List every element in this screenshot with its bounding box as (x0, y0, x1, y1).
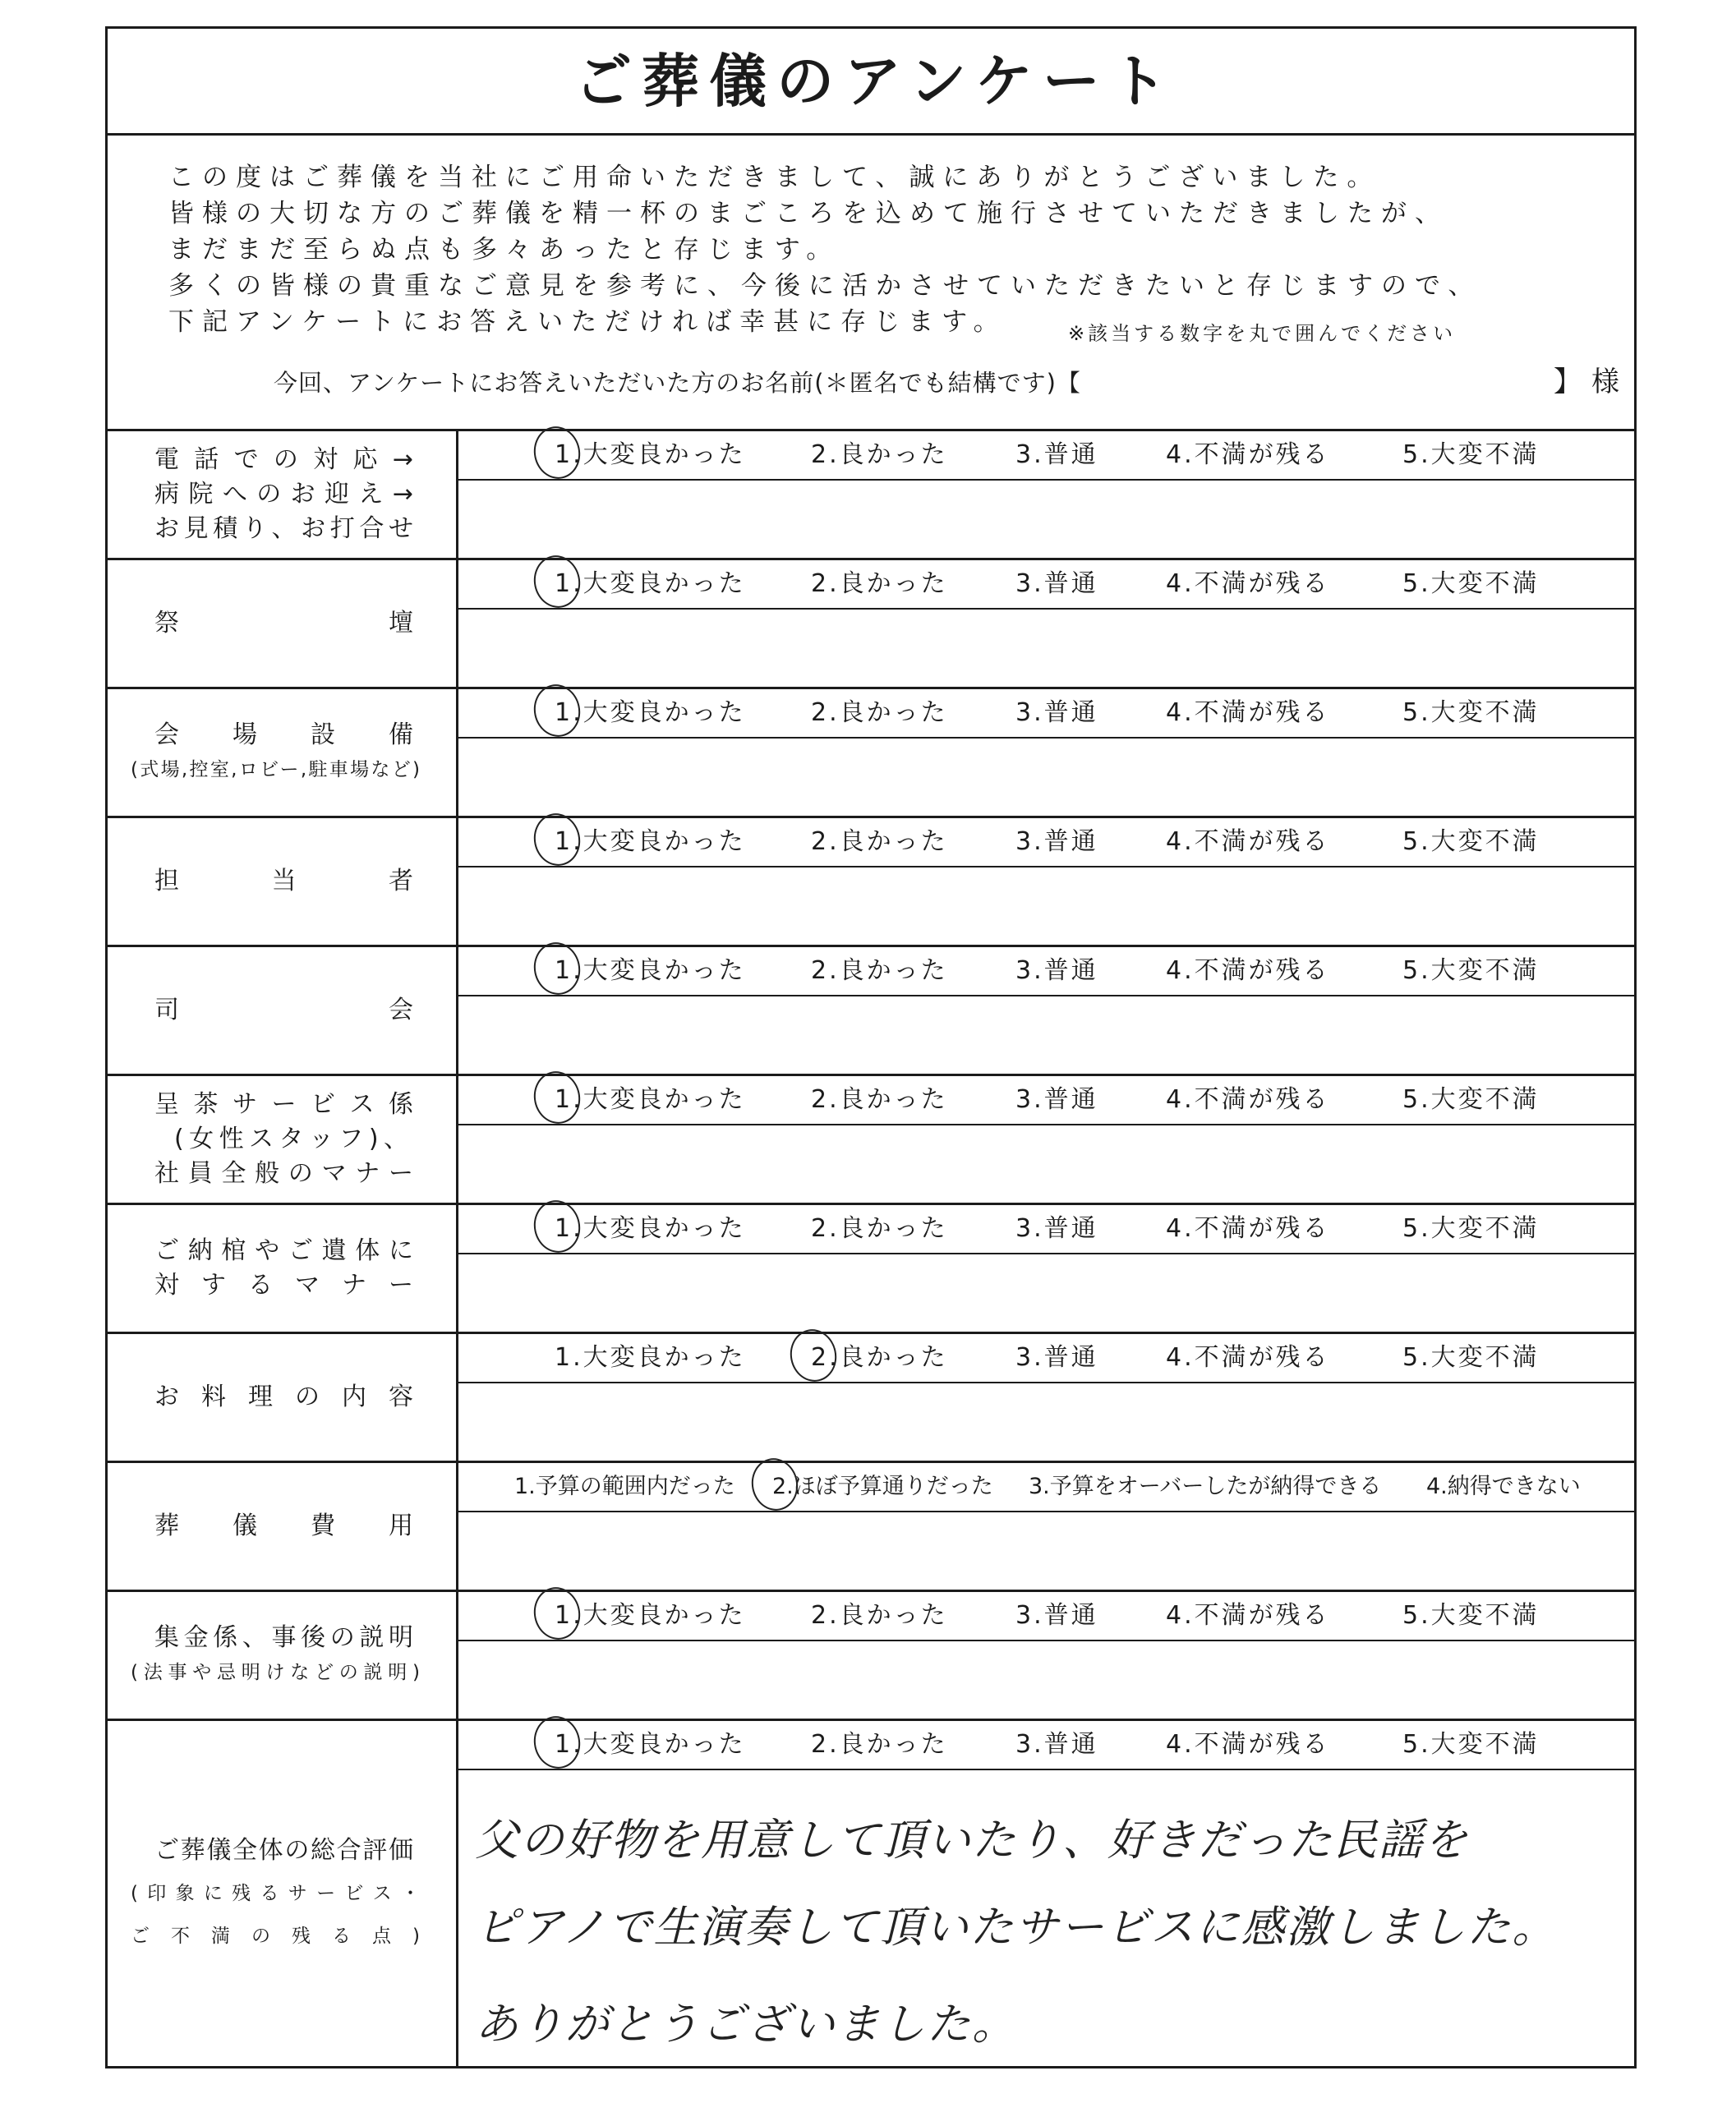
label-note: (式場,控室,ロビー,駐車場など) (131, 759, 420, 780)
answer-cell (458, 1721, 1634, 2066)
option-very-good: 1.大変良かった (555, 1592, 746, 1640)
option-very-dissatisfied: 5.大変不満 (1402, 956, 1540, 985)
label-line: 社員全般のマナー (154, 1159, 413, 1188)
option-good: 2.良かった (811, 827, 948, 856)
row-label (108, 689, 458, 816)
answer-cell (458, 1463, 1634, 1590)
option-very-dissatisfied: 5.大変不満 (1402, 1085, 1540, 1114)
answer-cell (458, 818, 1634, 945)
survey-form (105, 26, 1637, 2068)
handwritten-circle-mark (529, 938, 585, 999)
row-label (108, 947, 458, 1074)
option-very-good: 1.大変良かった (555, 431, 746, 479)
option-not-acceptable: 4.納得できない (1426, 1474, 1581, 1499)
venue-facilities-row (108, 689, 1634, 818)
rating-options (458, 1721, 1634, 1770)
altar-row (108, 560, 1634, 689)
label-line: 葬儀費用 (154, 1512, 413, 1540)
option-average: 3.普通 (1015, 440, 1098, 469)
tea-service-manners-row (108, 1076, 1634, 1205)
comment-area (458, 1383, 1634, 1461)
label-line: お見積り、お打合せ (154, 514, 413, 543)
option-very-good: 1.大変良かった (555, 1076, 746, 1124)
label-note: ご不満の残る点) (131, 1926, 420, 1947)
master-of-ceremonies-row (108, 947, 1634, 1076)
option-very-good: 1.大変良かった (555, 560, 746, 608)
comment-area (458, 1254, 1634, 1332)
intro-line: 多くの皆様の貴重なご意見を参考に、今後に活かさせていただきたいと存じますので、 (168, 271, 1482, 301)
cost-options (458, 1463, 1634, 1512)
option-dissatisfied: 4.不満が残る (1166, 1601, 1330, 1630)
page-title: ご葬儀のアンケート (574, 47, 1177, 115)
option-average: 3.普通 (1015, 698, 1098, 727)
answer-cell (458, 1076, 1634, 1203)
answer-cell (458, 947, 1634, 1074)
handwritten-circle-mark (529, 1712, 585, 1773)
answer-cell (458, 1205, 1634, 1332)
label-line: 病院へのお迎え→ (154, 480, 413, 508)
label-line: 呈茶サービス係 (154, 1090, 413, 1119)
answer-cell (458, 689, 1634, 816)
comment-area (458, 1512, 1634, 1590)
respondent-name-label: 今回、アンケートにお答えいただいた方のお名前(＊匿名でも結構です)【 (274, 369, 1081, 397)
option-average: 3.普通 (1015, 569, 1098, 598)
encoffinment-manners-row (108, 1205, 1634, 1334)
answer-cell (458, 560, 1634, 687)
handwritten-comment-line: ピアノで生演奏して頂いたサービスに感激しました。 (475, 1903, 1558, 1953)
comment-area (458, 1125, 1634, 1203)
handwritten-comment-line: 父の好物を用意して頂いたり、好きだった民謡を (475, 1815, 1469, 1866)
handwritten-circle-mark (529, 422, 585, 483)
comment-area (458, 739, 1634, 816)
option-over-budget-acceptable: 3.予算をオーバーしたが納得できる (1029, 1474, 1382, 1499)
rating-options (458, 560, 1634, 610)
handwritten-circle-mark (529, 1196, 585, 1257)
option-very-good: 1.大変良かった (555, 1343, 746, 1372)
label-line: (女性スタッフ)、 (174, 1125, 408, 1153)
label-line: 対するマナー (154, 1271, 413, 1300)
rating-options (458, 1205, 1634, 1254)
row-label (108, 1076, 458, 1203)
handwritten-circle-mark (529, 1067, 585, 1128)
answer-cell (458, 1592, 1634, 1719)
option-good: 2.良かった (811, 569, 948, 598)
label-line: ご葬儀全体の総合評価 (154, 1836, 413, 1865)
option-average: 3.普通 (1015, 956, 1098, 985)
handwritten-circle-mark (529, 680, 585, 741)
row-label (108, 1463, 458, 1590)
handwritten-circle-mark (529, 809, 585, 870)
option-average: 3.普通 (1015, 1730, 1098, 1759)
handwritten-circle-mark (785, 1325, 841, 1386)
comment-area (458, 610, 1634, 687)
comment-area (458, 867, 1634, 945)
row-label (108, 560, 458, 687)
handwritten-circle-mark (529, 1583, 585, 1644)
intro-line: 下記アンケートにお答えいただければ幸甚に存じます。 (168, 307, 1007, 337)
option-good: 2.良かった (811, 1334, 948, 1382)
option-good: 2.良かった (811, 956, 948, 985)
option-good: 2.良かった (811, 698, 948, 727)
handwritten-circle-mark (529, 551, 585, 612)
option-average: 3.普通 (1015, 1601, 1098, 1630)
option-dissatisfied: 4.不満が残る (1166, 1343, 1330, 1372)
option-dissatisfied: 4.不満が残る (1166, 1730, 1330, 1759)
row-label (108, 1721, 458, 2066)
option-very-good: 1.大変良かった (555, 689, 746, 737)
option-dissatisfied: 4.不満が残る (1166, 827, 1330, 856)
option-within-budget: 1.予算の範囲内だった (514, 1474, 735, 1499)
staff-in-charge-row (108, 818, 1634, 947)
rating-options (458, 431, 1634, 481)
option-good: 2.良かった (811, 1601, 948, 1630)
label-line: 司会 (154, 996, 413, 1024)
intro-line: この度はご葬儀を当社にご用命いただきまして、誠にありがとうございました。 (168, 163, 1381, 192)
option-dissatisfied: 4.不満が残る (1166, 1085, 1330, 1114)
overall-evaluation-row (108, 1721, 1634, 2066)
option-average: 3.普通 (1015, 1085, 1098, 1114)
rating-options (458, 689, 1634, 739)
handwritten-comment-area (458, 1770, 1634, 2066)
rating-options (458, 1592, 1634, 1641)
handwritten-comment-line: ありがとうございました。 (475, 1999, 1017, 2050)
row-label (108, 431, 458, 558)
option-dissatisfied: 4.不満が残る (1166, 698, 1330, 727)
title-box (108, 29, 1634, 136)
payment-explanation-row (108, 1592, 1634, 1721)
instruction-note: ※該当する数字を丸で囲んでください (1068, 322, 1457, 345)
rating-options (458, 947, 1634, 996)
label-line: ご納棺やご遺体に (154, 1236, 413, 1265)
answer-cell (458, 1334, 1634, 1461)
option-dissatisfied: 4.不満が残る (1166, 956, 1330, 985)
option-dissatisfied: 4.不満が残る (1166, 1214, 1330, 1243)
label-line: 会場設備 (154, 720, 413, 749)
option-about-budget: 2.ほぼ予算通りだった (772, 1463, 993, 1511)
rating-options (458, 1334, 1634, 1383)
option-good: 2.良かった (811, 1730, 948, 1759)
food-row (108, 1334, 1634, 1463)
funeral-cost-row (108, 1463, 1634, 1592)
option-very-good: 1.大変良かった (555, 818, 746, 866)
rating-options (458, 1076, 1634, 1125)
handwritten-circle-mark (747, 1454, 803, 1515)
answer-cell (458, 431, 1634, 558)
label-line: 祭壇 (154, 609, 413, 637)
intro-section (108, 136, 1634, 431)
label-line: 担当者 (154, 867, 413, 895)
option-very-dissatisfied: 5.大変不満 (1402, 440, 1540, 469)
option-very-dissatisfied: 5.大変不満 (1402, 1343, 1540, 1372)
comment-area (458, 481, 1634, 558)
option-dissatisfied: 4.不満が残る (1166, 440, 1330, 469)
row-label (108, 818, 458, 945)
comment-area (458, 996, 1634, 1074)
option-very-dissatisfied: 5.大変不満 (1402, 1214, 1540, 1243)
phone-response-row (108, 431, 1634, 560)
option-good: 2.良かった (811, 440, 948, 469)
option-good: 2.良かった (811, 1214, 948, 1243)
intro-line: まだまだ至らぬ点も多々あったと存じます。 (168, 235, 840, 265)
label-note: (法事や忌明けなどの説明) (131, 1662, 420, 1683)
option-very-dissatisfied: 5.大変不満 (1402, 569, 1540, 598)
row-label (108, 1334, 458, 1461)
option-very-dissatisfied: 5.大変不満 (1402, 1601, 1540, 1630)
option-very-good: 1.大変良かった (555, 947, 746, 995)
label-line: 電話での対応→ (154, 445, 413, 474)
option-very-dissatisfied: 5.大変不満 (1402, 698, 1540, 727)
intro-line: 皆様の大切な方のご葬儀を精一杯のまごころを込めて施行させていただきましたが、 (168, 199, 1448, 228)
option-average: 3.普通 (1015, 827, 1098, 856)
comment-area (458, 1641, 1634, 1719)
respondent-name-suffix: 】様 (1554, 366, 1629, 398)
row-label (108, 1592, 458, 1719)
option-average: 3.普通 (1015, 1343, 1098, 1372)
option-very-good: 1.大変良かった (555, 1205, 746, 1253)
label-line: お料理の内容 (154, 1383, 413, 1411)
label-line: 集金係、事後の説明 (154, 1623, 413, 1652)
label-note: (印象に残るサービス・ (131, 1883, 420, 1904)
rating-options (458, 818, 1634, 867)
option-very-dissatisfied: 5.大変不満 (1402, 1730, 1540, 1759)
option-very-dissatisfied: 5.大変不満 (1402, 827, 1540, 856)
option-very-good: 1.大変良かった (555, 1721, 746, 1769)
row-label (108, 1205, 458, 1332)
option-dissatisfied: 4.不満が残る (1166, 569, 1330, 598)
option-good: 2.良かった (811, 1085, 948, 1114)
option-average: 3.普通 (1015, 1214, 1098, 1243)
